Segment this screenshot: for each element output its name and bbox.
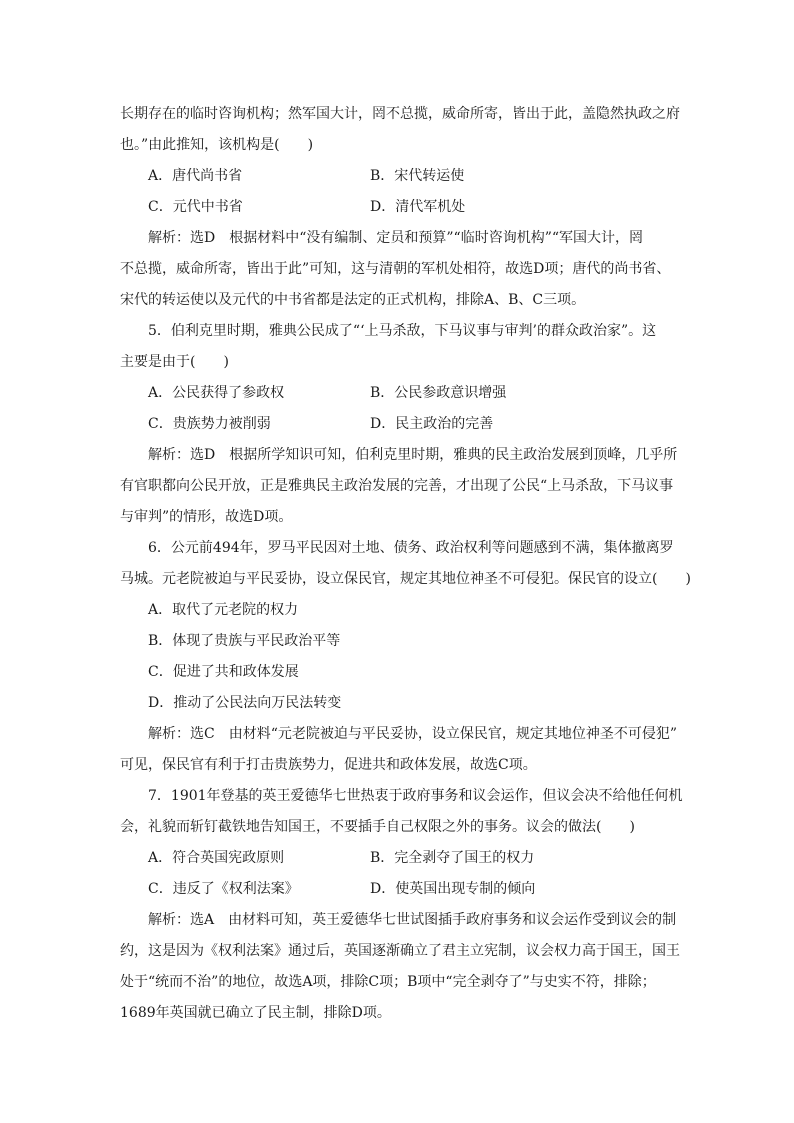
q7-stem-line-2: 会，礼貌而斩钉截铁地告知国王，不要插手自己权限之外的事务。议会的做法( ) [120, 819, 635, 835]
question-7 [120, 781, 683, 1029]
q5-stem-line-2: 主要是由于( ) [120, 354, 229, 370]
q7-analysis-line-4: 1689年英国就已确立了民主制，排除D项。 [120, 1005, 391, 1021]
q5-analysis-line-3: 与审判”的情形，故选D项。 [120, 509, 293, 525]
q7-option-a: A．符合英国宪政原则 [148, 850, 285, 866]
q5-analysis-line-2: 有官职都向公民开放，正是雅典民主政治发展的完善，才出现了公民“上马杀敌，下马议事 [120, 478, 674, 494]
q6-option-b: B．体现了贵族与平民政治平等 [148, 633, 341, 649]
q6-analysis-line-2: 可见，保民官有利于打击贵族势力，促进共和政体发展，故选C项。 [120, 757, 537, 773]
q6-option-c: C．促进了共和政体发展 [148, 664, 299, 680]
document-body [120, 99, 691, 1029]
q4-stem-line-2: 也。”由此推知，该机构是( ) [120, 137, 314, 153]
q4-option-d: D．清代军机处 [370, 199, 466, 215]
q7-stem-line-1: 7．1901年登基的英王爱德华七世热衷于政府事务和议会运作，但议会决不给他任何机 [148, 788, 683, 804]
q6-analysis-line-1: 解析：选C 由材料“元老院被迫与平民妥协，设立保民官，规定其地位神圣不可侵犯” [148, 726, 678, 742]
q7-options-row-2 [120, 874, 680, 905]
q7-option-b: B．完全剥夺了国王的权力 [370, 850, 535, 866]
question-4 [120, 99, 680, 316]
question-5 [120, 316, 680, 533]
q5-stem-line-1: 5．伯利克里时期，雅典公民成了“‘上马杀敌，下马议事与审判’的群众政治家”。这 [148, 323, 657, 339]
q4-options-row-1 [120, 161, 680, 192]
q7-analysis-line-1: 解析：选A 由材料可知，英王爱德华七世试图插手政府事务和议会运作受到议会的制 [148, 912, 677, 928]
q4-options-row-2 [120, 192, 680, 223]
q5-option-d: D．民主政治的完善 [370, 416, 494, 432]
q7-option-c: C．违反了《权利法案》 [148, 881, 299, 897]
q4-stem-line-1: 长期存在的临时咨询机构；然军国大计，罔不总揽，威命所寄，皆出于此，盖隐然执政之府 [120, 106, 680, 122]
q6-stem-line-2: 马城。元老院被迫与平民妥协，设立保民官，规定其地位神圣不可侵犯。保民官的设立( ) [120, 571, 691, 587]
q6-option-a: A．取代了元老院的权力 [148, 602, 299, 618]
q7-options-row-1 [120, 843, 680, 874]
q4-option-b: B．宋代转运使 [370, 168, 465, 184]
q4-analysis-line-2: 不总揽，威命所寄，皆出于此”可知，这与清朝的军机处相符，故选D项；唐代的尚书省、 [120, 261, 671, 277]
q7-option-d: D．使英国出现专制的倾向 [370, 881, 536, 897]
q5-option-c: C．贵族势力被削弱 [148, 416, 271, 432]
q7-analysis-line-2: 约，这是因为《权利法案》通过后，英国逐渐确立了君主立宪制，议会权力高于国王，国王 [120, 943, 680, 959]
q6-option-d: D．推动了公民法向万民法转变 [148, 695, 342, 711]
q4-option-c: C．元代中书省 [148, 199, 243, 215]
q4-option-a: A．唐代尚书省 [148, 168, 243, 184]
q5-options-row-2 [120, 409, 680, 440]
q7-analysis-line-3: 处于“统而不治”的地位，故选A项，排除C项；B项中“完全剥夺了”与史实不符，排除； [120, 974, 656, 990]
q4-analysis-line-3: 宋代的转运使以及元代的中书省都是法定的正式机构，排除A、B、C三项。 [120, 292, 586, 308]
question-6 [120, 533, 691, 781]
q5-option-b: B．公民参政意识增强 [370, 385, 507, 401]
q5-analysis-line-1: 解析：选D 根据所学知识可知，伯利克里时期，雅典的民主政治发展到顶峰，几乎所 [148, 447, 678, 463]
q4-analysis-line-1: 解析：选D 根据材料中“没有编制、定员和预算”“临时咨询机构”“军国大计，罔 [148, 230, 644, 246]
q5-option-a: A．公民获得了参政权 [148, 385, 285, 401]
q6-stem-line-1: 6．公元前494年，罗马平民因对土地、债务、政治权利等问题感到不满，集体撤离罗 [148, 540, 674, 556]
q5-options-row-1 [120, 378, 680, 409]
